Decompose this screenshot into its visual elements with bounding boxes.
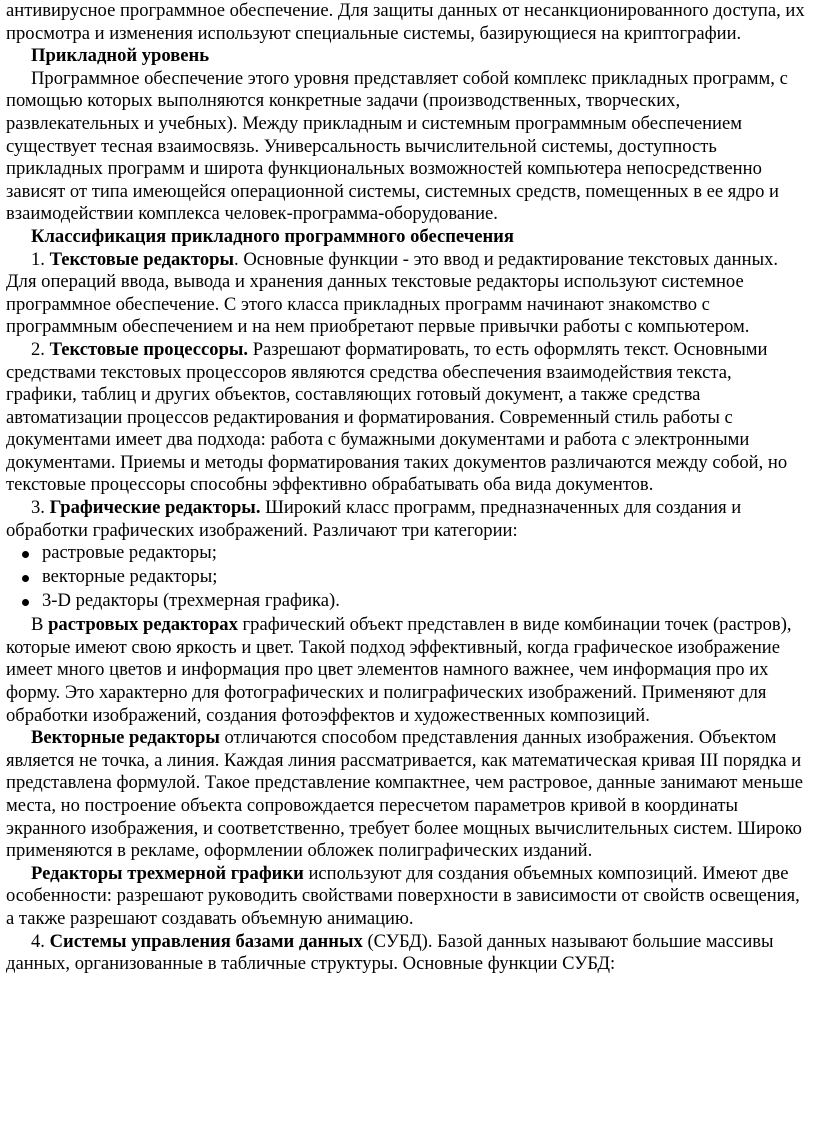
item-graphic-editors (6, 497, 806, 542)
term-graphic-editors: Графические редакторы. (49, 497, 261, 519)
paragraph-body: графический объект представлен в виде комбинации точек (растров), которые имеют свою яркость и цвет. Такой подход эффективный, когда графическое изображение имеет много цветов и информация про цвет элементов намного важнее, чем информация про их форму. Это характерно для фотографических и полиграфических изображений. Применяют для обработки изображений, создания фотоэффектов и художественных композиций. (6, 614, 792, 726)
heading-application-level: Прикладной уровень (31, 45, 210, 67)
paragraph-body: отличаются способом представления данных изображения. Объектом является не точка, а линия. Каждая линия рассматривается, как математическая кривая III порядка и представлена формулой. Такое представление компактнее, чем растровое, данные занимают меньше места, но построение объекта сопровождается пересчетом параметров кривой в координаты экранного изображения, и соответственно, требует более мощных вычислительных систем. Широко применяются в рекламе, оформлении обложек полиграфических изданий. (6, 727, 804, 862)
item-number: 2. (31, 338, 50, 360)
item-description: (СУБД). Базой данных называют большие массивы данных, организованные в табличные структуры. Основные функции СУБД: (6, 930, 774, 975)
bullet-icon (22, 551, 29, 558)
paragraph-body: используют для создания объемных композиций. Имеют две особенности: разрешают руководить свойствами поверхности в зависимости от свойств освещения, а также разрешают создавать объемную анимацию. (6, 862, 800, 929)
item-description: Широкий класс программ, предназначенных для создания и обработки графических изображений. Различают три категории: (6, 497, 742, 541)
paragraph-antivirus: антивирусное программное обеспечение. Для защиты данных от несанкционированного доступа, их просмотра и изменения используют специальные системы, базирующиеся на криптографии. (6, 0, 805, 44)
list-item: 3-D редакторы (трехмерная графика). (6, 590, 806, 613)
bullet-icon (22, 599, 29, 606)
item-number: 1. (31, 248, 50, 270)
term-word-processors: Текстовые процессоры. (49, 338, 249, 360)
paragraph-3d-editors (6, 863, 806, 931)
term-text-editors: Текстовые редакторы (49, 248, 235, 270)
heading-classification: Классификация прикладного программного обеспечения (31, 225, 514, 247)
term-raster-editors: растровых редакторах (48, 614, 238, 636)
list-item: растровые редакторы; (6, 542, 806, 565)
item-dbms (6, 931, 806, 976)
item-word-processors (6, 339, 806, 497)
item-text-editors (6, 249, 806, 339)
list-item: векторные редакторы; (6, 566, 806, 589)
paragraph-application-level: Программное обеспечение этого уровня представляет собой комплекс прикладных программ, с помощью которых выполняются конкретные задачи (производственных, творческих, развлекательных и учебных). Между прикладным и системным программным обеспечением существует тесная взаимосвязь. Универсальность вычислительной системы, доступность прикладных программ и широта функциональных возможностей компьютера непосредственно зависят от типа имеющейся операционной системы, системных средств, помещенных в ее ядро и взаимодействии комплекса человек-программа-оборудование. (6, 67, 788, 225)
bullet-icon (22, 575, 29, 582)
term-3d-editors: Редакторы трехмерной графики (31, 862, 304, 884)
item-description: . Основные функции - это ввод и редактирование текстовых данных. Для операций ввода, вывода и хранения данных текстовые редакторы используют системное программное обеспечение. С этого класса прикладных программ начинают знакомство с программным обеспечением и на нем приобретают первые привычки работы с компьютером. (6, 248, 779, 338)
term-dbms: Системы управления базами данных (49, 930, 363, 952)
term-vector-editors: Векторные редакторы (31, 727, 220, 749)
item-number: 4. (31, 930, 50, 952)
paragraph-vector-editors (6, 727, 806, 863)
lead-text: В (31, 614, 49, 636)
item-description: Разрешают форматировать, то есть оформлять текст. Основными средствами текстовых процессоров являются средства обеспечения взаимодействия текста, графики, таблиц и других объектов, составляющих готовый документ, а также средства автоматизации процессов редактирования и форматирования. Современный стиль работы с документами имеет два подхода: работа с бумажными документами и работа с электронными документами. Приемы и методы форматирования таких документов различаются между собой, но текстовые процессоры способны эффективно обрабатывать оба вида документов. (6, 338, 788, 496)
paragraph-raster-editors (6, 614, 806, 727)
item-number: 3. (31, 497, 50, 519)
graphic-editor-categories (6, 542, 806, 613)
